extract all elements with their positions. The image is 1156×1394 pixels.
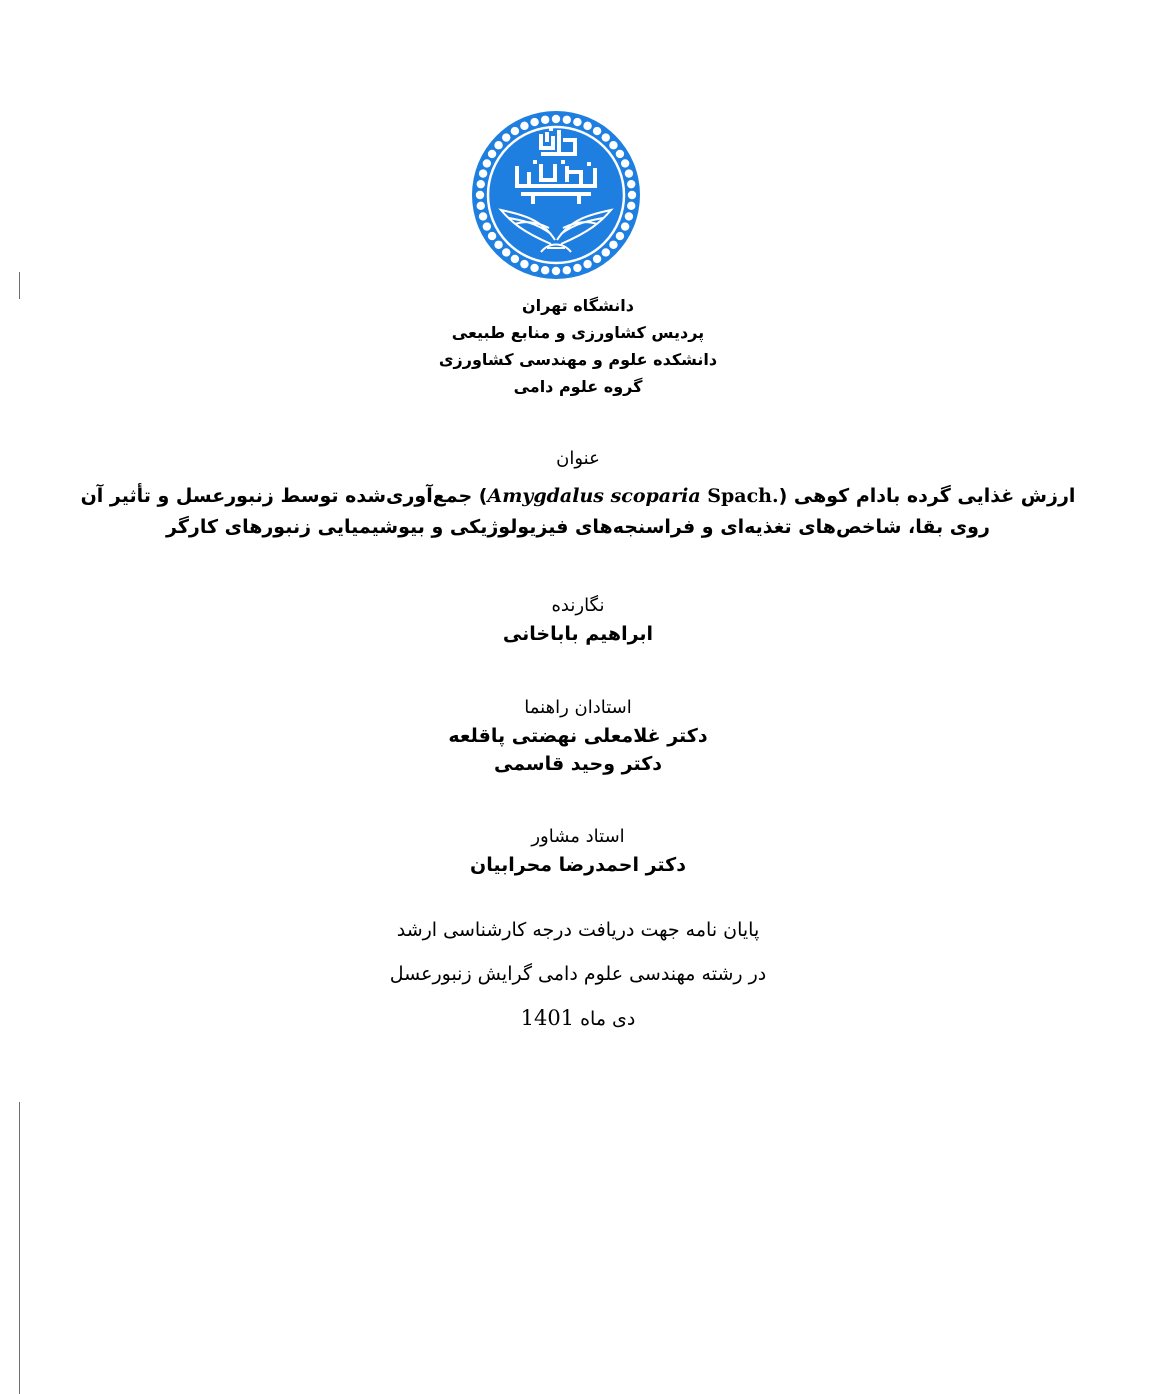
faculty-name: دانشکده علوم و مهندسی کشاورزی: [438, 350, 718, 369]
seal-bead: [563, 266, 571, 274]
university-of-tehran-seal-icon: [471, 110, 641, 280]
seal-bead: [488, 232, 496, 240]
seal-bead: [616, 150, 624, 158]
advisor-block: [0, 823, 1156, 879]
seal-bead: [621, 159, 629, 167]
department-name: گروه علوم دامی: [513, 377, 643, 396]
seal-bead: [483, 222, 491, 230]
seal-bead: [476, 191, 484, 199]
seal-bead: [563, 116, 571, 124]
degree-block: [0, 908, 1156, 1041]
thesis-title-line-1: [0, 481, 1156, 512]
seal-bead: [541, 266, 549, 274]
seal-bead: [511, 127, 519, 135]
author-block: [0, 592, 1156, 648]
seal-bead: [494, 241, 502, 249]
degree-line-1: پایان نامه جهت دریافت درجه کارشناسی ارشد: [396, 919, 760, 941]
title-text-before: ارزش غذایی گرده بادام کوهی (: [778, 485, 1076, 507]
seal-bead: [483, 159, 491, 167]
seal-bead: [593, 255, 601, 263]
seal-bead: [616, 232, 624, 240]
university-name: دانشگاه تهران: [522, 296, 634, 315]
seal-bead: [625, 169, 633, 177]
seal-bead: [494, 141, 502, 149]
scientific-name: [487, 485, 778, 507]
seal-bead: [488, 150, 496, 158]
supervisors-label: استادان راهنما: [524, 697, 632, 718]
seal-bead: [511, 255, 519, 263]
seal-bead: [477, 202, 485, 210]
seal-bead: [573, 264, 581, 272]
scientific-name-author: Spach.: [700, 485, 779, 507]
advisor-name: دکتر احمدرضا محرابیان: [470, 854, 686, 876]
seal-bead: [520, 122, 528, 130]
date-month: دی ماه: [580, 1008, 636, 1030]
title-label: عنوان: [556, 448, 600, 469]
author-name: ابراهیم باباخانی: [502, 623, 654, 645]
supervisor-name-1: دکتر غلامعلی نهضتی پاقلعه: [448, 725, 708, 747]
seal-bead: [479, 212, 487, 220]
seal-bead: [502, 248, 510, 256]
seal-bead: [602, 133, 610, 141]
scientific-name-italic: Amygdalus scoparia: [487, 485, 701, 507]
seal-bead: [479, 169, 487, 177]
campus-name: پردیس کشاورزی و منابع طبیعی: [451, 323, 705, 342]
seal-bead: [625, 212, 633, 220]
thesis-title-line-2: روی بقا، شاخص‌های تغذیه‌ای و فراسنجه‌های فیزیولوژیکی و بیوشیمیایی زنبورهای کارگر: [166, 516, 990, 538]
advisor-label: استاد مشاور: [531, 826, 625, 847]
seal-bead: [573, 118, 581, 126]
seal-bead: [552, 267, 560, 275]
author-label: نگارنده: [551, 595, 605, 616]
seal-bead: [609, 241, 617, 249]
supervisor-name-2: دکتر وحید قاسمی: [493, 753, 663, 775]
seal-bead: [530, 118, 538, 126]
seal-bead: [609, 141, 617, 149]
seal-bead: [627, 202, 635, 210]
seal-bead: [627, 180, 635, 188]
supervisors-block: [0, 694, 1156, 778]
seal-bead: [602, 248, 610, 256]
thesis-title: [0, 481, 1156, 543]
seal-bead: [530, 264, 538, 272]
seal-bead: [520, 260, 528, 268]
degree-line-2: در رشته مهندسی علوم دامی گرایش زنبورعسل: [389, 963, 767, 985]
seal-bead: [621, 222, 629, 230]
date-year: 1401: [520, 1006, 575, 1030]
seal-bead: [552, 115, 560, 123]
margin-marker-bottom: [19, 1102, 20, 1394]
submission-date: [0, 996, 1156, 1041]
seal-bead: [593, 127, 601, 135]
title-text-after: ) جمع‌آوری‌شده توسط زنبورعسل و تأثیر آن: [80, 485, 488, 507]
seal-bead: [541, 116, 549, 124]
seal-bead: [502, 133, 510, 141]
title-label-block: [0, 445, 1156, 473]
seal-bead: [628, 191, 636, 199]
seal-bead: [583, 260, 591, 268]
seal-bead: [583, 122, 591, 130]
institution-block: [0, 292, 1156, 400]
seal-bead: [477, 180, 485, 188]
